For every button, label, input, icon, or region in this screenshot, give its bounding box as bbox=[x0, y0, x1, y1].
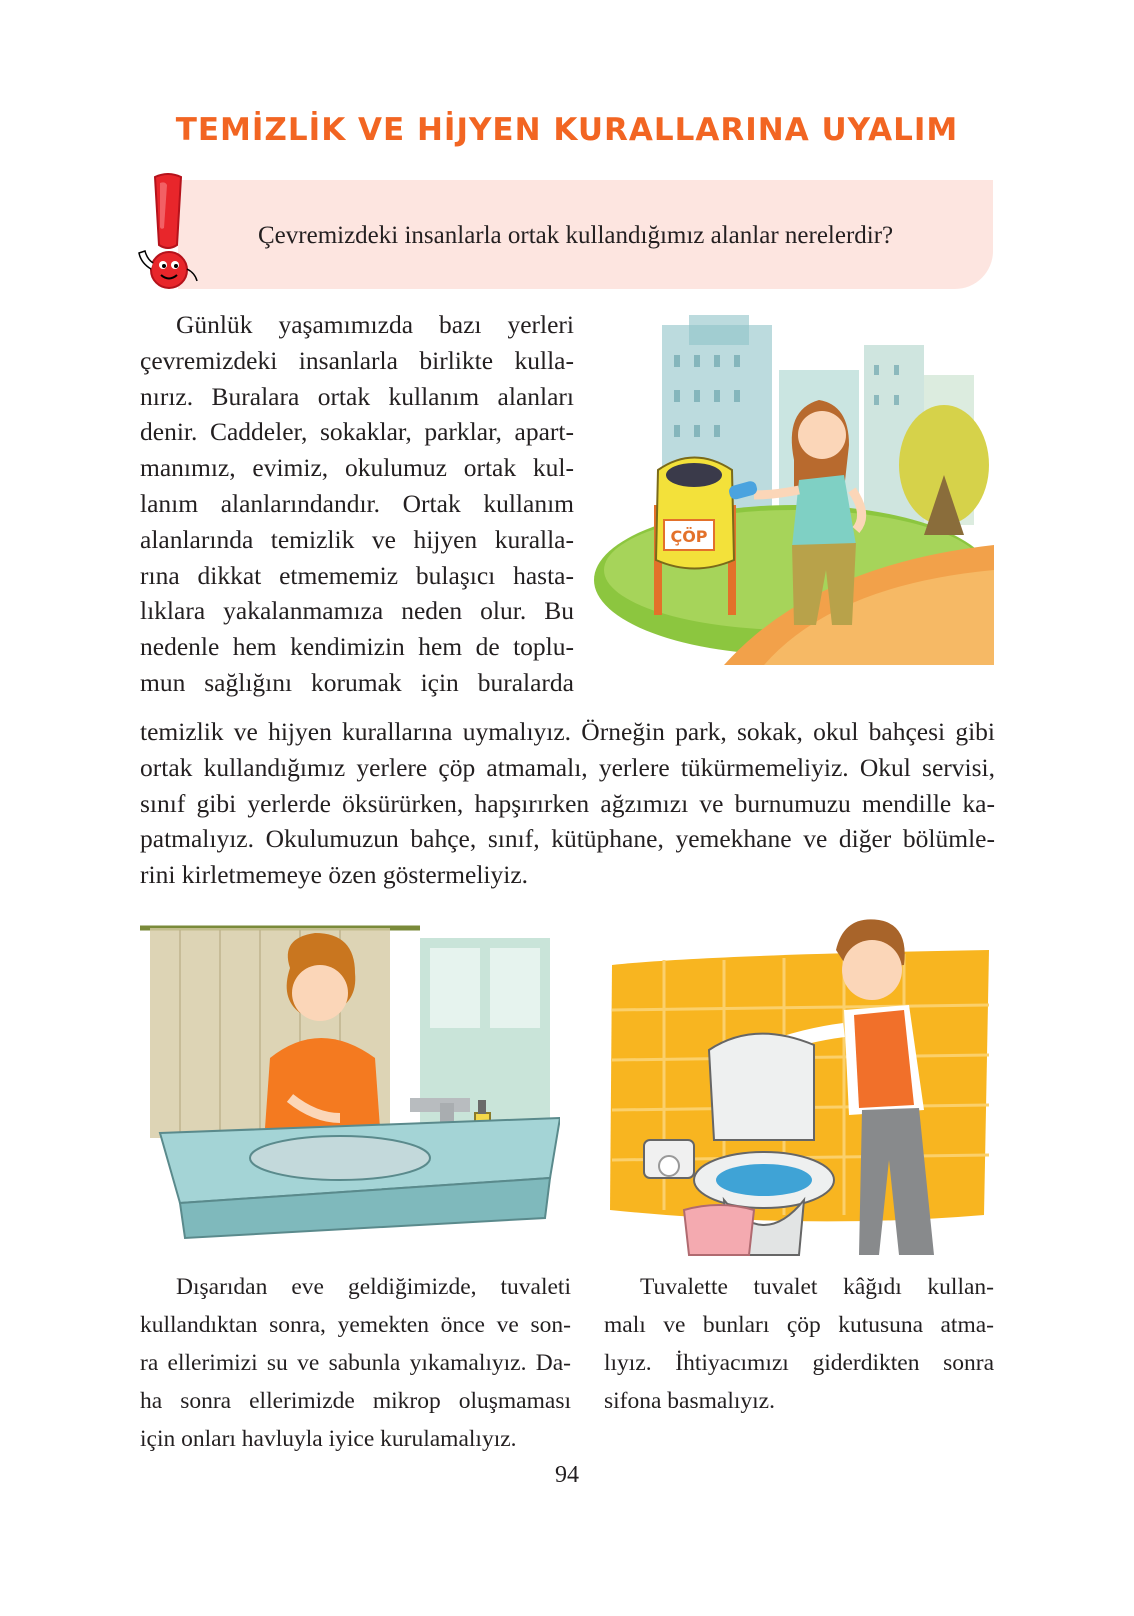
bin-label: ÇÖP bbox=[670, 527, 708, 546]
page-number: 94 bbox=[555, 1462, 579, 1488]
handwashing-caption: Dışarıdan eve geldiğimizde, tuvaleti kullandıktan sonra, yemekten önce ve son- ra ellerimizi su ve sabunla yıkamalıyız. Da- ha sonra ellerimizde mikrop oluşmaması için onları havluyla iyice kurulamalıyız. bbox=[140, 1274, 571, 1452]
intro-paragraph: Günlük yaşamımızda bazı yerleri çevremizdeki insanlarla birlikte kulla- nırız. Buralara ortak kullanım alanları denir. Caddeler, sokaklar, parklar, apart- manımız, evimiz, okulumuz ortak kul- lanım alanlarındandır. Ortak kullanım alanlarında temizlik ve hijyen kuralla- rına dikkat etmememiz bulaşıcı hasta- lıklara yakalanmamıza neden olur. Bu nedenle hem kendimizin hem de toplu- mun sağlığını korumak için buralarda bbox=[140, 310, 574, 697]
hand-washing-illustration bbox=[140, 918, 560, 1258]
toilet-caption: Tuvalette tuvalet kâğıdı kullan- malı ve bunları çöp kutusuna atma- lıyız. İhtiyacımızı giderdikten sonra sifona basmalıyız. bbox=[604, 1274, 994, 1414]
park-trash-illustration bbox=[594, 315, 994, 665]
toilet-illustration bbox=[604, 910, 994, 1260]
main-paragraph: temizlik ve hijyen kurallarına uymalıyız. Örneğin park, sokak, okul bahçesi gibi ortak kullandığımız yerlere çöp atmamalı, yerlere tükürmemeliyiz. Okul servisi, sınıf gibi yerlerde öksürürken, hapşırırken ağzımızı ve burnumuzu mendille ka- patmalıyız. Okulumuzun bahçe, sınıf, kütüphane, yemekhane ve diğer bölümle- rini kirletmemeye özen göstermeliyiz. bbox=[140, 717, 995, 890]
page-title: TEMİZLİK VE HİJYEN KURALLARINA UYALIM bbox=[175, 112, 959, 148]
question-text: Çevremizdeki insanlarla ortak kullandığımız alanlar nerelerdir? bbox=[258, 222, 894, 249]
exclamation-mascot-icon bbox=[133, 173, 203, 291]
